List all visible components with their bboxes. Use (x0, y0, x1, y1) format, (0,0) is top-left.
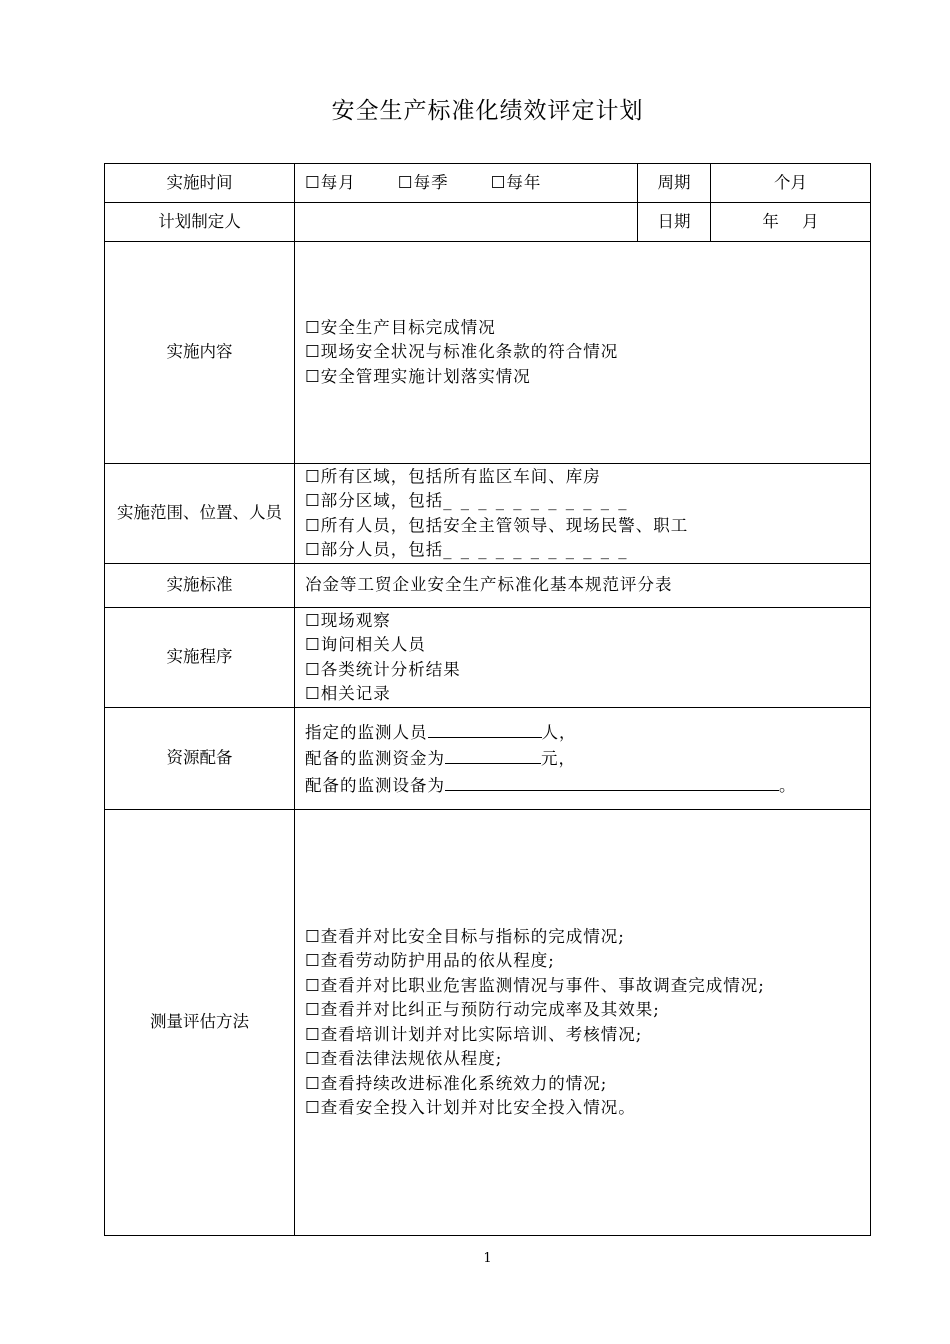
funds-suffix: 元， (541, 749, 576, 769)
evaluation-plan-table (104, 163, 871, 1236)
page-number: 1 (483, 1251, 492, 1266)
period-value[interactable]: 个月 (711, 164, 871, 203)
row-standard (105, 564, 871, 608)
staff-prefix: 指定的监测人员 (305, 722, 428, 742)
page-title: 安全生产标准化绩效评定计划 (331, 98, 644, 124)
row-implementation-time (105, 164, 871, 203)
row-scope (105, 464, 871, 564)
scope-dash-blank: _ _ _ _ _ _ _ _ _ _ _ (443, 491, 629, 510)
method-item[interactable]: ☐查看并对比纠正与预防行动完成率及其效果; (305, 1000, 660, 1019)
date-label: 日期 (638, 203, 711, 242)
scope-item-text: ☐部分区域，包括 (305, 491, 444, 510)
funds-input[interactable] (445, 745, 541, 764)
content-item[interactable]: ☐现场安全状况与标准化条款的符合情况 (305, 342, 619, 362)
scope-items (295, 464, 871, 564)
date-value-text: 年 月 (762, 211, 819, 231)
method-item[interactable]: ☐查看劳动防护用品的依从程度; (305, 951, 555, 970)
equipment-suffix: 。 (779, 775, 797, 795)
row-planner (105, 203, 871, 242)
standard-label: 实施标准 (105, 564, 295, 608)
procedure-item[interactable]: ☐现场观察 (305, 610, 391, 630)
planner-field[interactable] (295, 203, 638, 242)
method-item[interactable]: ☐查看安全投入计划并对比安全投入情况。 (305, 1098, 636, 1117)
funds-prefix: 配备的监测资金为 (305, 749, 445, 769)
scope-item[interactable]: ☐所有人员，包括安全主管领导、现场民警、职工 (305, 515, 689, 535)
scope-label: 实施范围、位置、人员 (105, 464, 295, 564)
procedure-item[interactable]: ☐各类统计分析结果 (305, 659, 461, 679)
option-yearly[interactable]: ☐每年 (490, 172, 542, 192)
equipment-line (305, 772, 870, 799)
content-items (295, 242, 871, 464)
scope-dash-blank: _ _ _ _ _ _ _ _ _ _ _ (443, 540, 629, 559)
equipment-input[interactable] (445, 772, 779, 791)
scope-item[interactable] (305, 489, 870, 514)
scope-item-text: ☐部分人员，包括 (305, 540, 444, 559)
method-item[interactable]: ☐查看培训计划并对比实际培训、考核情况; (305, 1024, 643, 1044)
time-label: 实施时间 (105, 164, 295, 203)
date-value[interactable] (711, 203, 871, 242)
resources-fields (295, 708, 871, 810)
staff-line (305, 719, 870, 746)
period-label: 周期 (638, 164, 711, 203)
funds-line (305, 745, 870, 772)
frequency-options (295, 164, 638, 203)
content-label: 实施内容 (105, 242, 295, 464)
procedure-items (295, 608, 871, 708)
content-item[interactable]: ☐安全管理实施计划落实情况 (305, 366, 531, 386)
procedure-item[interactable]: ☐询问相关人员 (305, 635, 426, 654)
method-item[interactable]: ☐查看持续改进标准化系统效力的情况; (305, 1073, 608, 1093)
resources-label: 资源配备 (105, 708, 295, 810)
scope-item[interactable]: ☐所有区域，包括所有监区车间、库房 (305, 466, 601, 486)
row-procedure (105, 608, 871, 708)
content-item[interactable]: ☐安全生产目标完成情况 (305, 317, 496, 337)
equipment-prefix: 配备的监测设备为 (305, 775, 445, 795)
option-quarterly[interactable]: ☐每季 (397, 172, 449, 192)
option-monthly[interactable]: ☐每月 (305, 172, 356, 192)
row-resources (105, 708, 871, 810)
method-item[interactable]: ☐查看并对比职业危害监测情况与事件、事故调查完成情况; (305, 975, 765, 995)
planner-label: 计划制定人 (105, 203, 295, 242)
method-label: 测量评估方法 (105, 810, 295, 1236)
staff-suffix: 人， (541, 722, 577, 742)
scope-item[interactable] (305, 538, 870, 563)
row-method (105, 810, 871, 1236)
procedure-label: 实施程序 (105, 608, 295, 708)
method-item[interactable]: ☐查看并对比安全目标与指标的完成情况; (305, 926, 625, 946)
row-content (105, 242, 871, 464)
staff-count-input[interactable] (428, 719, 542, 738)
procedure-item[interactable]: ☐相关记录 (305, 684, 391, 703)
method-item[interactable]: ☐查看法律法规依从程度; (305, 1049, 503, 1068)
standard-value: 冶金等工贸企业安全生产标准化基本规范评分表 (295, 564, 871, 608)
method-items (295, 810, 871, 1236)
